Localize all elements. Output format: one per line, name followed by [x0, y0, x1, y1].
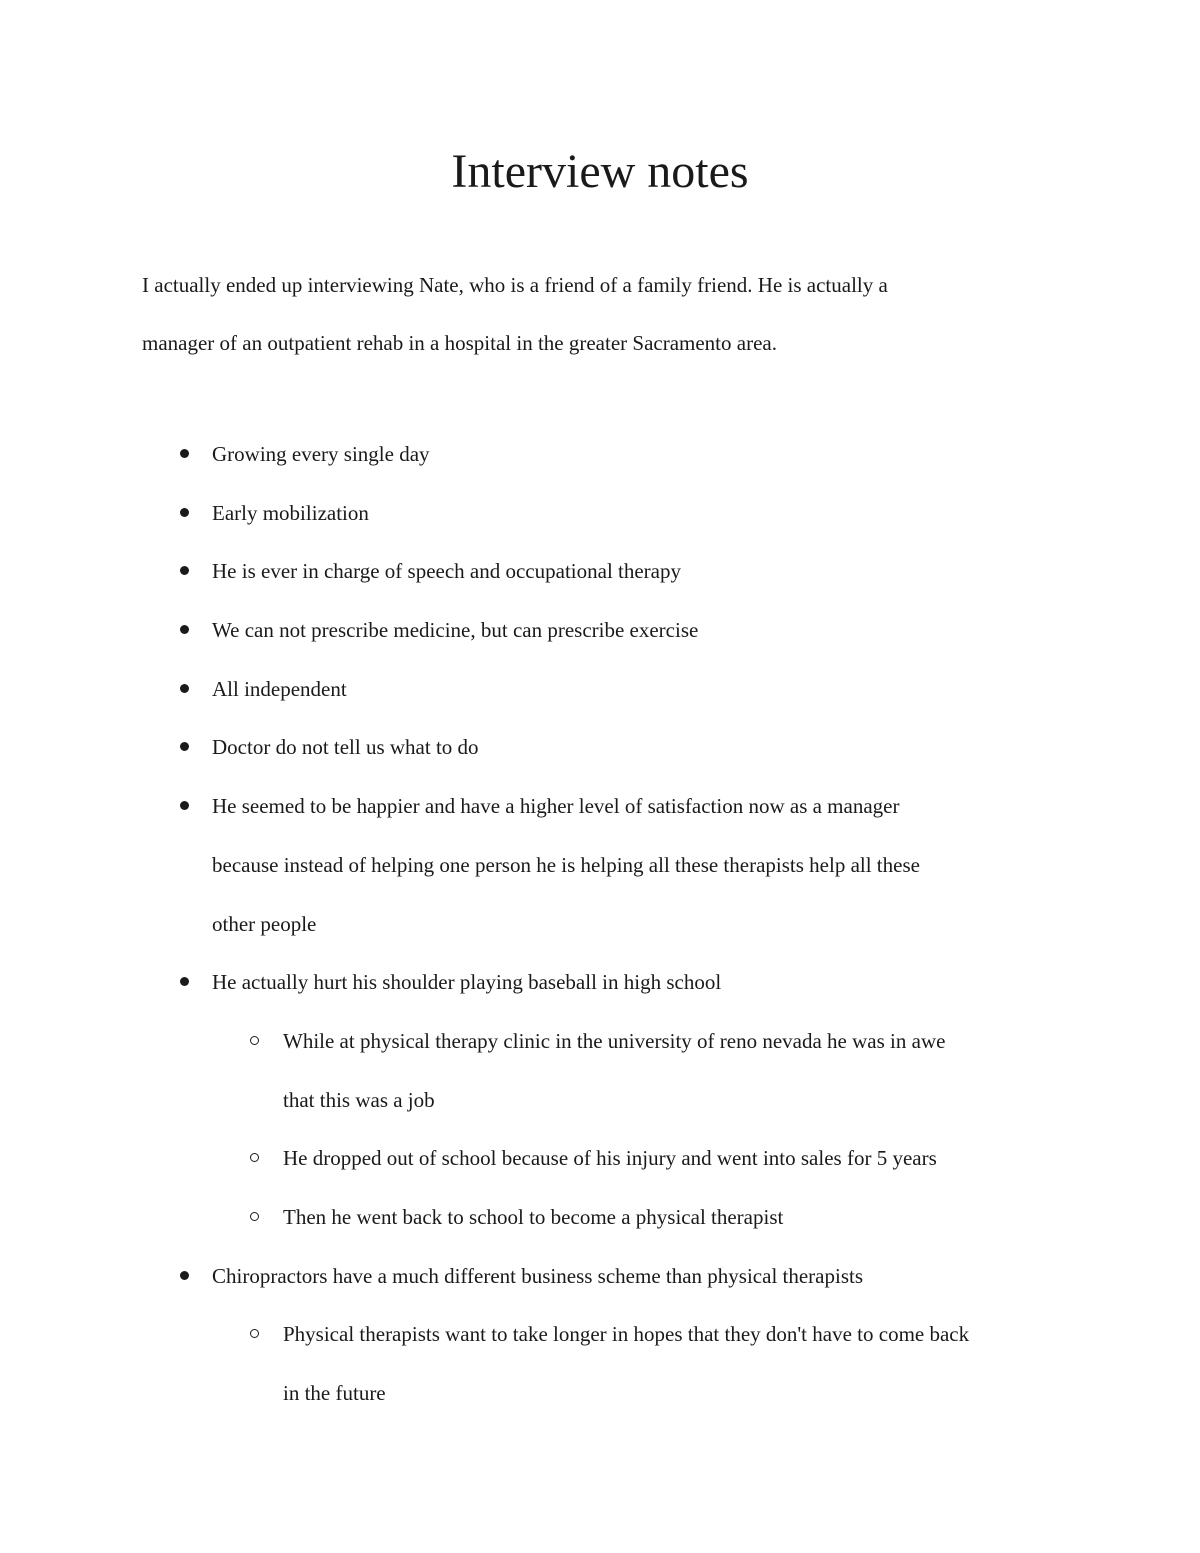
list-item	[0, 728, 1200, 787]
sub-list-item	[0, 1139, 1200, 1198]
list-item	[0, 1257, 1200, 1316]
list-item	[0, 787, 1200, 846]
intro-line: manager of an outpatient rehab in a hospital in the greater Sacramento area.	[142, 331, 777, 355]
sub-list-item	[0, 1081, 1200, 1140]
list-item-text: in the future	[283, 1381, 386, 1405]
list-item	[0, 494, 1200, 553]
list-item	[0, 611, 1200, 670]
list-item	[0, 552, 1200, 611]
sub-list-item	[0, 1022, 1200, 1081]
list-item-text: that this was a job	[283, 1087, 435, 1112]
list-item-text: Physical therapists want to take longer in hopes that they don't have to come back	[283, 1322, 970, 1347]
list-item-text: We can not prescribe medicine, but can prescribe exercise	[212, 618, 699, 643]
list-item-text: All independent	[212, 676, 347, 701]
list-item-text: He dropped out of school because of his injury and went into sales for 5 years	[283, 1146, 937, 1171]
list-item-text: other people	[212, 911, 317, 936]
list-item-text: Early mobilization	[212, 500, 369, 525]
list-item	[0, 846, 1200, 905]
hollow-circle-bullet-icon	[250, 1153, 259, 1162]
list-item-text: He is ever in charge of speech and occupational therapy	[212, 559, 681, 584]
hollow-circle-bullet-icon	[250, 1212, 259, 1221]
filled-circle-bullet-icon	[180, 684, 189, 693]
filled-circle-bullet-icon	[180, 977, 189, 986]
list-item-text: Doctor do not tell us what to do	[212, 735, 479, 760]
hollow-circle-bullet-icon	[250, 1036, 259, 1045]
list-item	[0, 670, 1200, 729]
list-item-text: because instead of helping one person he is helping all these therapists help all these	[212, 852, 920, 877]
list-item-text: Chiropractors have a much different business scheme than physical therapists	[212, 1263, 864, 1288]
list-item-text: Then he went back to school to become a physical therapist	[283, 1204, 784, 1229]
page-title: Interview notes	[451, 145, 749, 198]
list-item-text: Growing every single day	[212, 442, 430, 466]
filled-circle-bullet-icon	[180, 1271, 189, 1280]
filled-circle-bullet-icon	[180, 742, 189, 751]
notes-list	[0, 435, 1200, 1433]
list-item-text: He actually hurt his shoulder playing baseball in high school	[212, 970, 722, 995]
list-item	[0, 963, 1200, 1022]
sub-list-item	[0, 1374, 1200, 1433]
sub-list-item	[0, 1315, 1200, 1374]
hollow-circle-bullet-icon	[250, 1329, 259, 1338]
filled-circle-bullet-icon	[180, 566, 189, 575]
filled-circle-bullet-icon	[180, 625, 189, 634]
filled-circle-bullet-icon	[180, 508, 189, 517]
list-item-text: He seemed to be happier and have a higher level of satisfaction now as a manager	[212, 794, 900, 819]
intro-paragraph	[142, 266, 1062, 382]
filled-circle-bullet-icon	[180, 449, 189, 458]
filled-circle-bullet-icon	[180, 801, 189, 810]
list-item	[0, 435, 1200, 494]
list-item	[0, 905, 1200, 964]
list-item-text: While at physical therapy clinic in the university of reno nevada he was in awe	[283, 1028, 946, 1053]
intro-line: I actually ended up interviewing Nate, who is a friend of a family friend. He is actually a	[142, 273, 888, 297]
sub-list-item	[0, 1198, 1200, 1257]
